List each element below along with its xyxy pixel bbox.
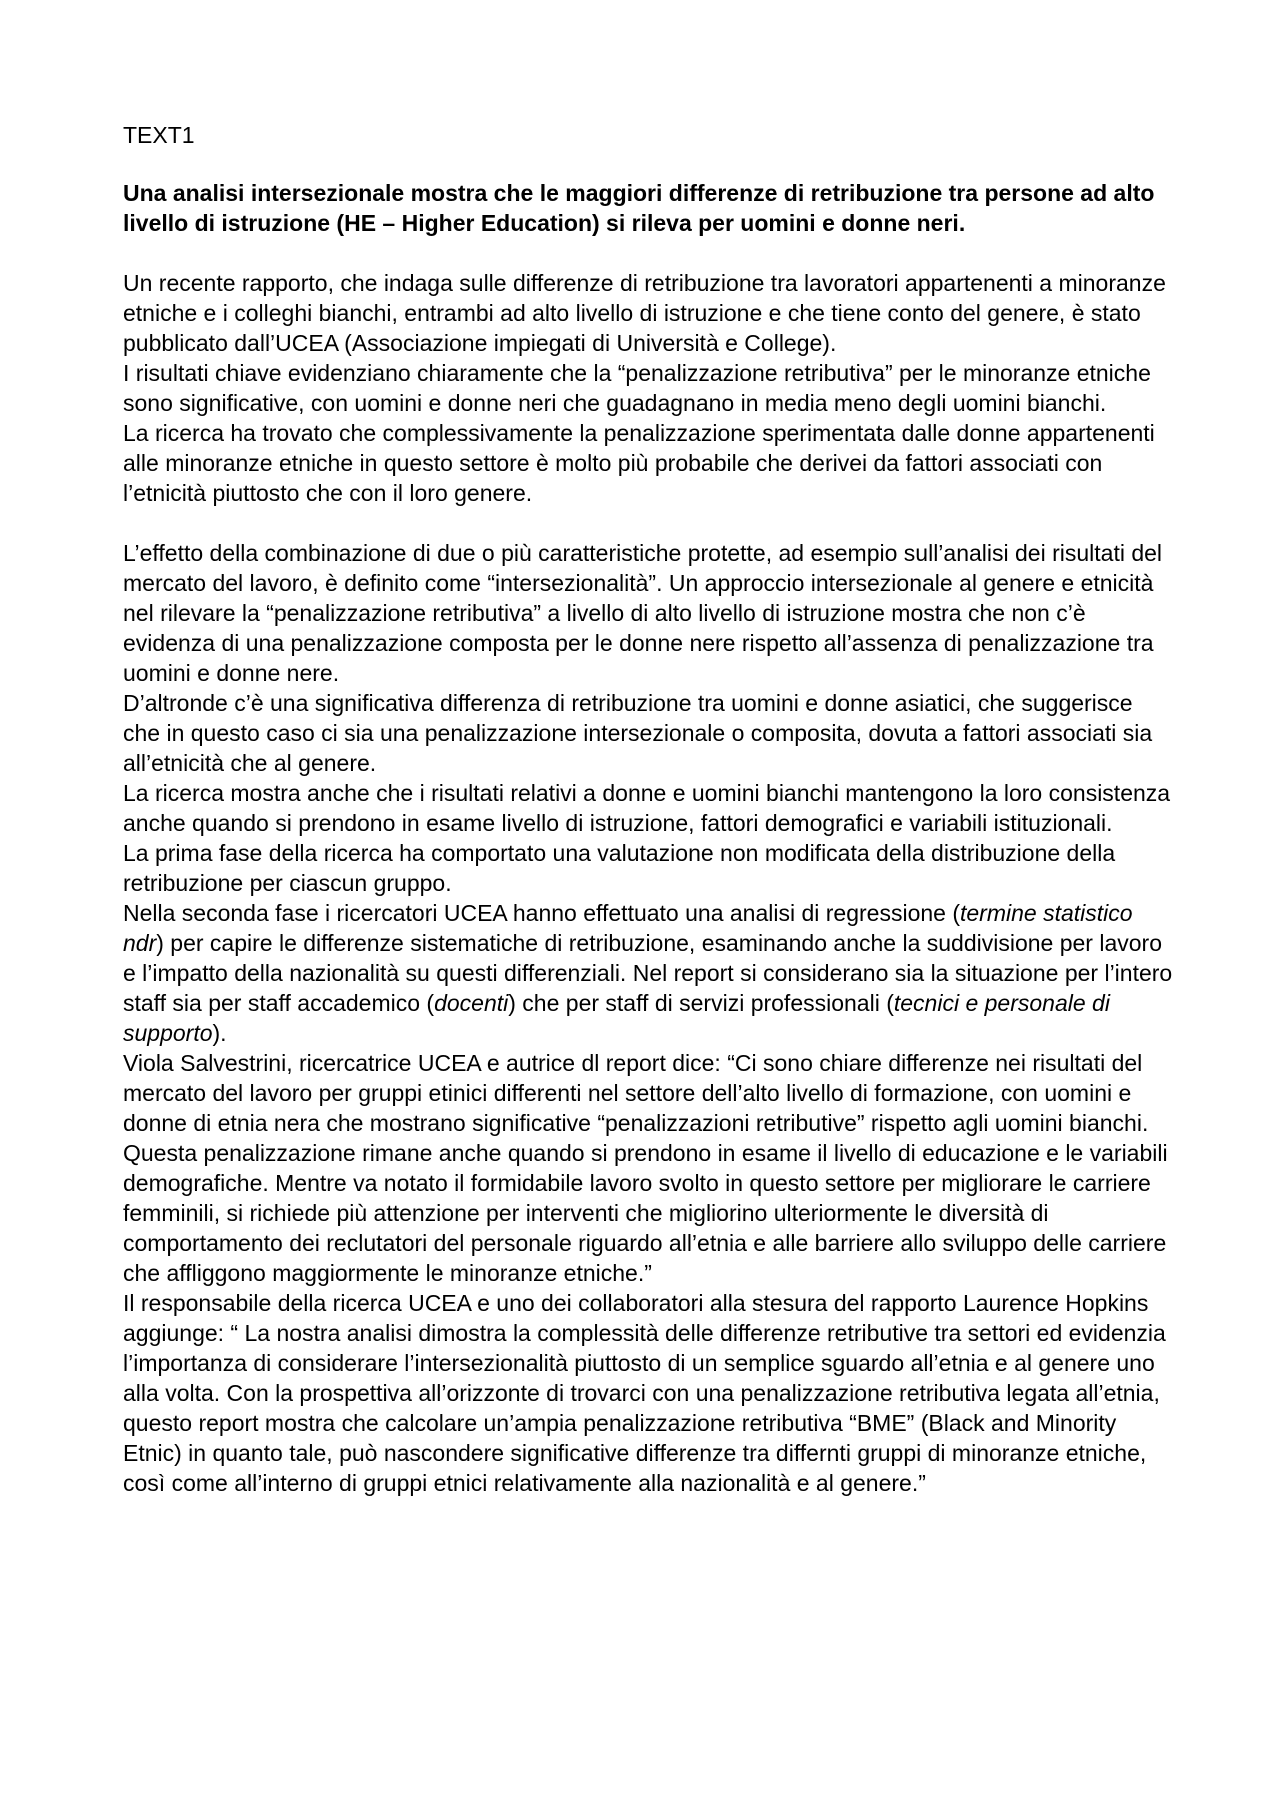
- paragraph-key-results: I risultati chiave evidenziano chiaramente che la “penalizzazione retributiva” per le minoranze etniche sono significative, con uomini e donne neri che guadagnano in media meno degli uomini bianchi.: [123, 360, 1151, 416]
- paragraph-salvestrini-quote: Viola Salvestrini, ricercatrice UCEA e autrice dl report dice: “Ci sono chiare differenze nei risultati del mercato del lavoro per gruppi etinici differenti nel settore dell’alto livello di formazione, con uomini e donne di etnia nera che mostrano significative “penalizzazioni retributive” rispetto agli uomini bianchi. Questa penalizzazione rimane anche quando si prendono in esame il livello di educazione e le variabili demografiche. Mentre va notato il formidabile lavoro svolto in questo settore per migliorare le carriere femminili, si richiede più attenzione per interventi che migliorino ulteriormente le diversità di comportamento dei reclutatori del personale riguardo all’etnia e alle barriere allo sviluppo delle carriere che affliggono maggiormente le minoranze etniche.”: [123, 1050, 1168, 1286]
- second-phase-italic-1: termine statistico ndr: [123, 900, 1133, 956]
- paragraph-gap: [123, 508, 1173, 538]
- document-label: TEXT1: [123, 122, 195, 148]
- second-phase-text-3: ) che per staff di servizi professionali (: [508, 990, 894, 1016]
- paragraph-second-phase: [123, 898, 1173, 1048]
- paragraph-white-results: La ricerca mostra anche che i risultati relativi a donne e uomini bianchi mantengono la loro consistenza anche quando si prendono in esame livello di istruzione, fattori demografici e variabili istituzionali.: [123, 780, 1171, 836]
- paragraph-research-findings: La ricerca ha trovato che complessivamente la penalizzazione sperimentata dalle donne appartenenti alle minoranze etniche in questo settore è molto più probabile che derivei da fattori associati con l’etnicità piuttosto che con il loro genere.: [123, 420, 1155, 506]
- second-phase-italic-3: tecnici e personale di supporto: [123, 990, 1110, 1046]
- second-phase-text-2: ) per capire le differenze sistematiche di retribuzione, esaminando anche la suddivisione per lavoro e l’impatto della nazionalità su questi differenziali. Nel report si considerano sia la situazione per l’intero staff sia per staff accademico (: [123, 930, 1173, 1016]
- paragraph-first-phase: La prima fase della ricerca ha comportato una valutazione non modificata della distribuzione della retribuzione per ciascun gruppo.: [123, 840, 1116, 896]
- paragraph-intro: Un recente rapporto, che indaga sulle differenze di retribuzione tra lavoratori appartenenti a minoranze etniche e i colleghi bianchi, entrambi ad alto livello di istruzione e che tiene conto del genere, è stato pubblicato dall’UCEA (Associazione impiegati di Università e College).: [123, 270, 1166, 356]
- second-phase-text-1: Nella seconda fase i ricercatori UCEA hanno effettuato una analisi di regressione (: [123, 900, 960, 926]
- document-page: [123, 120, 1173, 1498]
- paragraph-hopkins-quote: Il responsabile della ricerca UCEA e uno dei collaboratori alla stesura del rapporto Laurence Hopkins aggiunge: “ La nostra analisi dimostra la complessità delle differenze retributive tra settori ed evidenzia l’importanza di considerare l’intersezionalità piuttosto di un semplice sguardo all’etnia e al genere uno alla volta. Con la prospettiva all’orizzonte di trovarci con una penalizzazione retributiva legata all’etnia, questo report mostra che calcolare un’ampia penalizzazione retributiva “BME” (Black and Minority Etnic) in quanto tale, può nascondere significative differenze tra differnti gruppi di minoranze etniche, così come all’interno di gruppi etnici relativamente alla nazionalità e al genere.”: [123, 1290, 1166, 1496]
- paragraph-asian-gap: D’altronde c’è una significativa differenza di retribuzione tra uomini e donne asiatici, che suggerisce che in questo caso ci sia una penalizzazione intersezionale o composita, dovuta a fattori associati sia all’etnicità che al genere.: [123, 690, 1153, 776]
- paragraph-intersectionality: L’effetto della combinazione di due o più caratteristiche protette, ad esempio sull’analisi dei risultati del mercato del lavoro, è definito come “intersezionalità”. Un approccio intersezionale al genere e etnicità nel rilevare la “penalizzazione retributiva” a livello di alto livello di istruzione mostra che non c’è evidenza di una penalizzazione composta per le donne nere rispetto all’assenza di penalizzazione tra uomini e donne nere.: [123, 540, 1163, 686]
- headline: Una analisi intersezionale mostra che le maggiori differenze di retribuzione tra persone ad alto livello di istruzione (HE – Higher Education) si rileva per uomini e donne neri.: [123, 180, 1155, 236]
- second-phase-text-4: ).: [212, 1020, 227, 1046]
- second-phase-italic-2: docenti: [434, 990, 509, 1016]
